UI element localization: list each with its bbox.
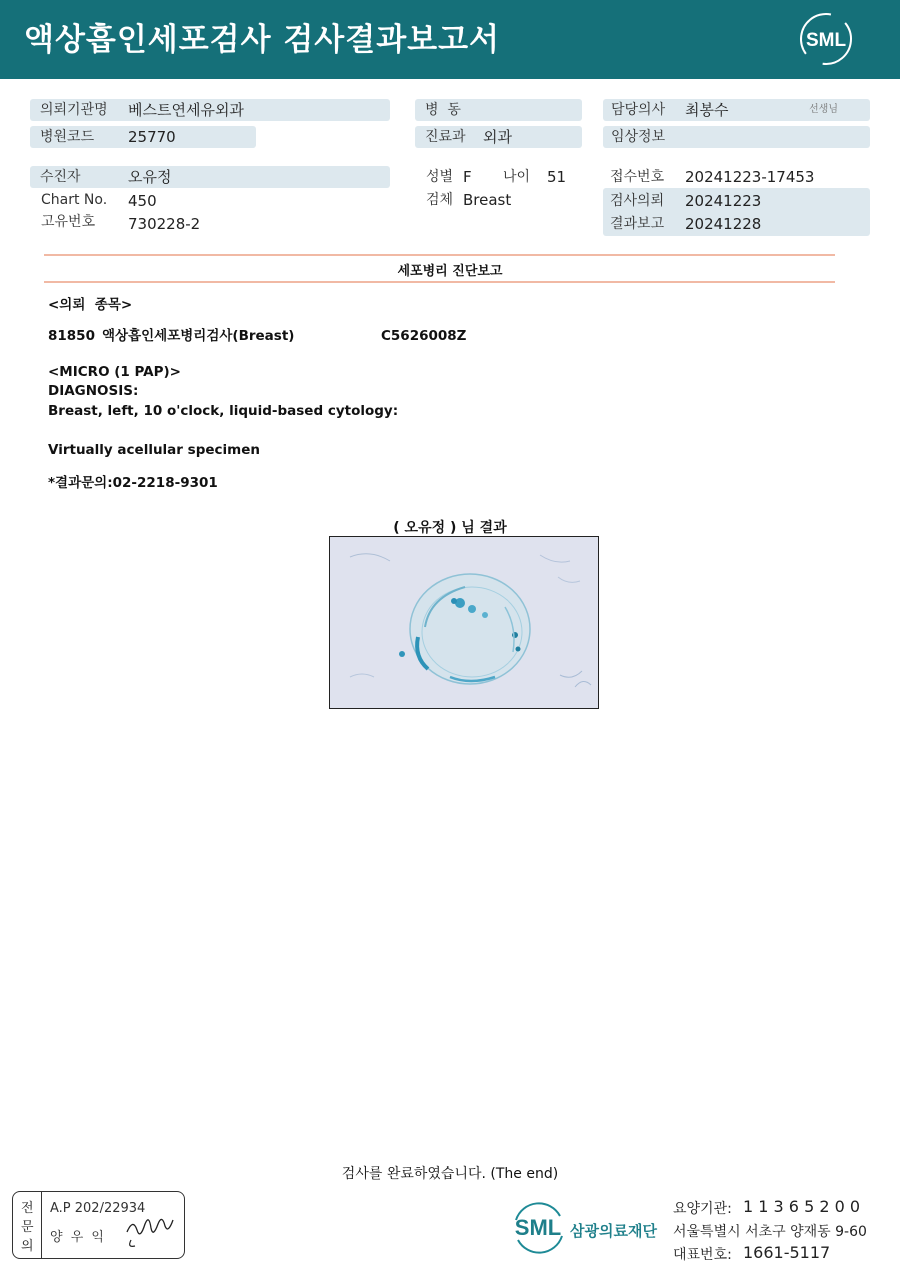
stamp-side-3: 의 (21, 1239, 34, 1254)
report-date-value: 20241228 (685, 215, 762, 233)
unique-no-value: 730228-2 (128, 215, 201, 233)
micrograph-image (330, 537, 598, 708)
section-title: 세포병리 진단보고 (397, 264, 503, 279)
end-text: 검사를 완료하였습니다. (The end) (341, 1166, 559, 1182)
diagnosis-site: Breast, left, 10 o'clock, liquid-based cytology: (48, 403, 399, 419)
receipt-no-label: 접수번호 (610, 169, 665, 185)
clinical-info-label: 임상정보 (611, 129, 666, 145)
unique-no-label: 고유번호 (41, 214, 96, 230)
patient-row (30, 166, 390, 188)
request-date-value: 20241223 (685, 192, 762, 210)
request-date-label: 검사의뢰 (610, 193, 665, 209)
doctor-suffix: 선생님 (809, 104, 838, 115)
specimen-value: Breast (463, 191, 512, 209)
footer-logo-text: SML (514, 1215, 562, 1240)
age-value: 51 (547, 168, 567, 186)
foundation-name: 삼광의료재단 (570, 1222, 657, 1240)
signature-icon (123, 1210, 181, 1250)
phone-label: 대표번호: (673, 1247, 732, 1263)
contact-info: *결과문의:02-2218-9301 (48, 475, 218, 491)
patient-label: 수진자 (40, 169, 81, 185)
chart-no-label: Chart No. (41, 192, 108, 208)
sex-label: 성별 (426, 169, 454, 185)
department-row (415, 126, 582, 148)
cytology-micrograph (329, 536, 599, 709)
institution-value: 베스트연세유외과 (128, 101, 244, 119)
diagnosis-result: Virtually acellular specimen (48, 442, 260, 458)
department-label: 진료과 (425, 129, 466, 145)
age-label: 나이 (503, 169, 531, 185)
request-name: 액상흡인세포병리검사(Breast) (102, 328, 295, 344)
hospital-code-value: 25770 (128, 128, 176, 146)
section-divider-top (44, 254, 835, 256)
hospital-code-row (30, 126, 256, 148)
footer-sml-logo-icon (508, 1198, 568, 1256)
patient-value: 오유정 (128, 168, 172, 186)
institution-row (30, 99, 390, 121)
doctor-value: 최봉수 (685, 101, 729, 119)
stamp-license: A.P 202/22934 (50, 1201, 146, 1216)
stamp-side-2: 문 (21, 1220, 34, 1235)
request-id: C5626008Z (381, 328, 467, 344)
code-value: 1 1 3 6 5 2 0 0 (743, 1197, 861, 1216)
institution-label: 의뢰기관명 (40, 102, 108, 118)
report-header (0, 0, 900, 79)
chart-no-value: 450 (128, 192, 157, 210)
report-title: 액상흡인세포검사 검사결과보고서 (24, 22, 500, 58)
clinical-info-row (603, 126, 870, 148)
specimen-label: 검체 (426, 192, 454, 208)
department-value: 외과 (483, 128, 512, 146)
image-caption: ( 오유정 ) 님 결과 (393, 520, 507, 536)
ward-row (415, 99, 582, 121)
report-date-label: 결과보고 (610, 216, 665, 232)
ward-label: 병 동 (425, 102, 461, 118)
code-label: 요양기관: (673, 1201, 732, 1217)
sex-value: F (463, 168, 472, 186)
sml-logo-icon (796, 11, 856, 67)
stamp-name: 양 우 익 (50, 1230, 106, 1245)
doctor-row (603, 99, 870, 121)
micro-heading: <MICRO (1 PAP)> (48, 364, 181, 380)
address: 서울특별시 서초구 양재동 9-60 (673, 1224, 867, 1240)
request-heading: <의뢰 종목> (48, 297, 133, 313)
stamp-side (13, 1192, 42, 1258)
diagnosis-label: DIAGNOSIS: (48, 383, 139, 399)
phone-value: 1661-5117 (743, 1243, 831, 1262)
logo-text: SML (805, 30, 847, 51)
receipt-no-value: 20241223-17453 (685, 168, 815, 186)
section-divider-bottom (44, 281, 835, 283)
hospital-code-label: 병원코드 (40, 129, 95, 145)
request-code: 81850 (48, 328, 95, 344)
doctor-label: 담당의사 (611, 102, 666, 118)
pathologist-stamp (12, 1191, 185, 1259)
stamp-side-1: 전 (21, 1201, 34, 1216)
